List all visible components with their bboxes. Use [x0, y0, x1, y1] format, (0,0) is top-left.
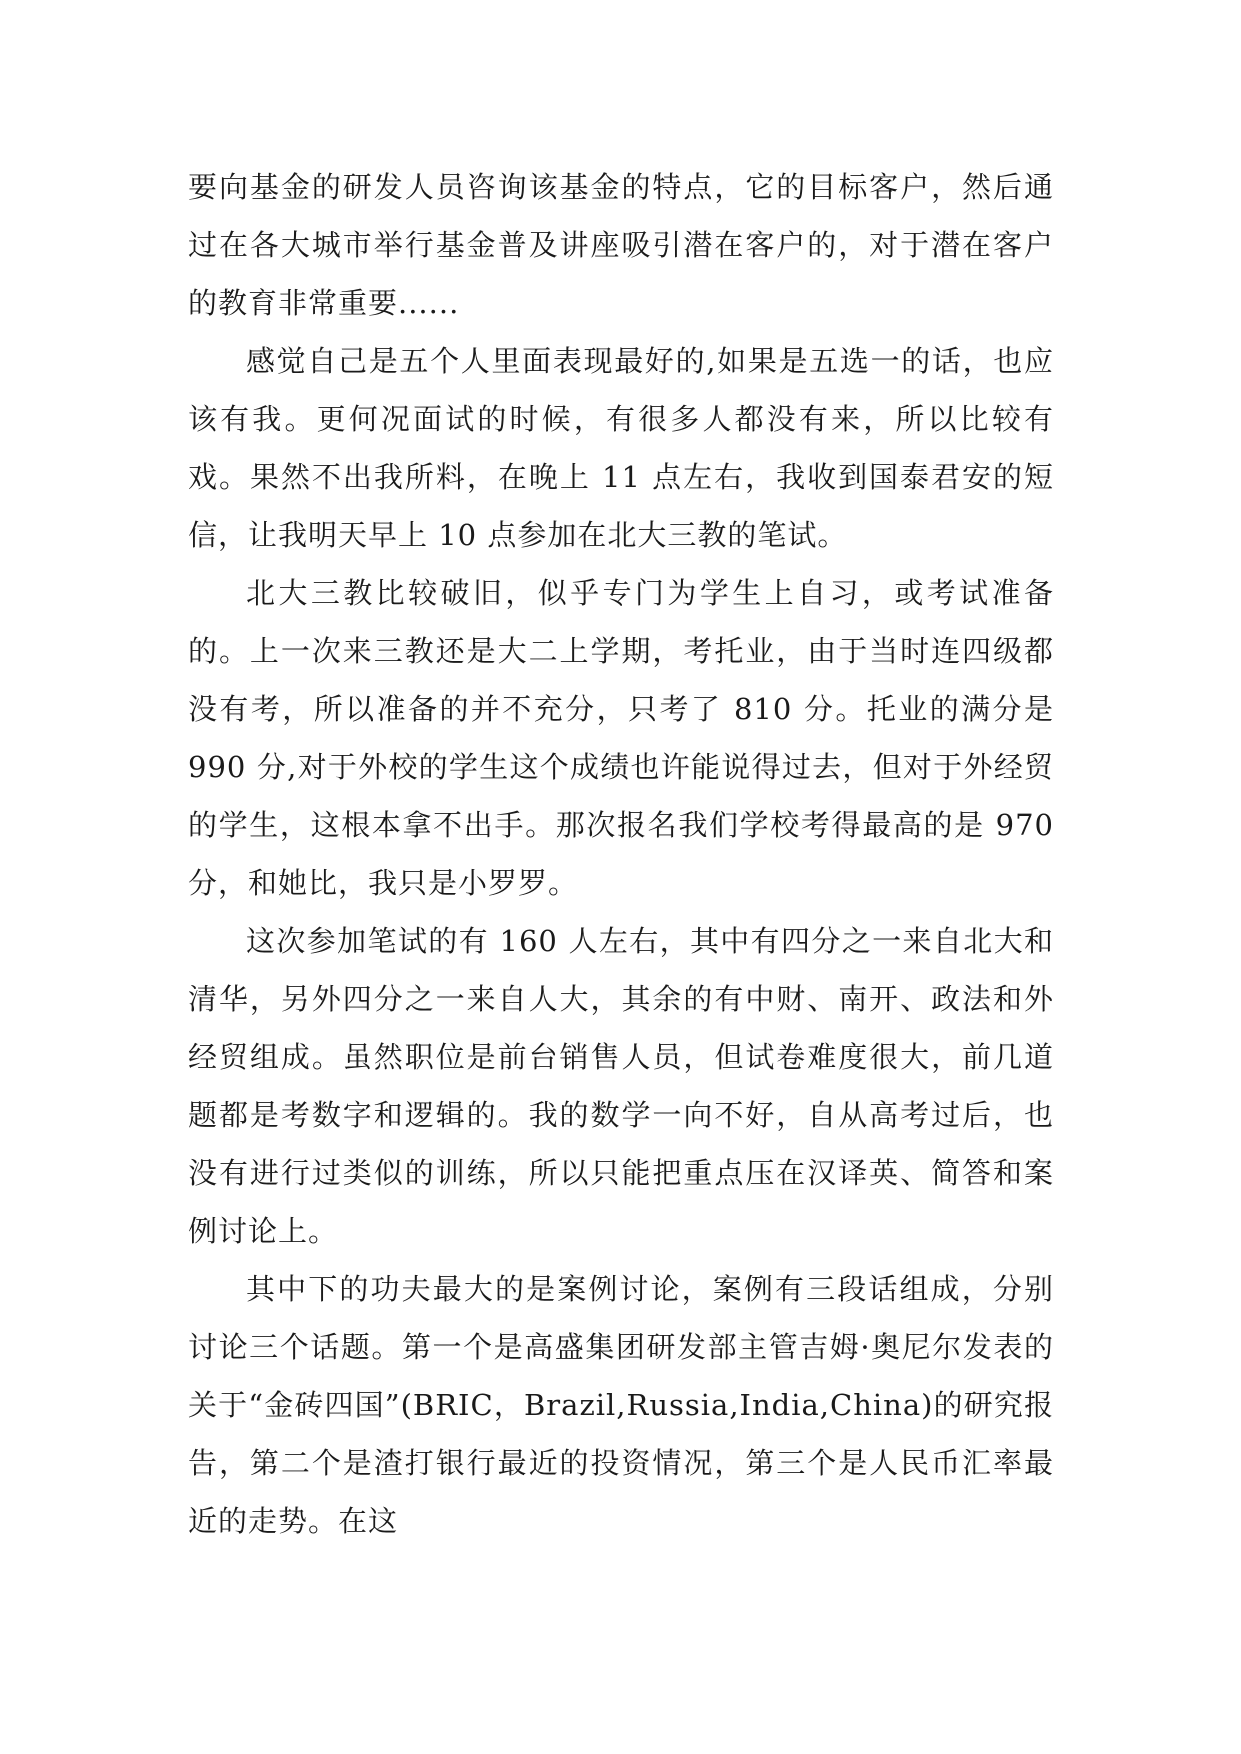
paragraph-2: 感觉自己是五个人里面表现最好的,如果是五选一的话，也应该有我。更何况面试的时候，有很多人都没有来，所以比较有戏。果然不出我所料，在晚上 11 点左右，我收到国泰君安的短信，让我明天早上 10 点参加在北大三教的笔试。 [188, 344, 1054, 552]
paragraph-4: 这次参加笔试的有 160 人左右，其中有四分之一来自北大和清华，另外四分之一来自人大，其余的有中财、南开、政法和外经贸组成。虽然职位是前台销售人员，但试卷难度很大，前几道题都是考数字和逻辑的。我的数学一向不好，自从高考过后，也没有进行过类似的训练，所以只能把重点压在汉译英、简答和案例讨论上。 [188, 924, 1054, 1248]
document-body [188, 158, 1054, 1550]
paragraph-5: 其中下的功夫最大的是案例讨论，案例有三段话组成，分别讨论三个话题。第一个是高盛集团研发部主管吉姆·奥尼尔发表的关于“金砖四国”(BRIC，Brazil,Russia,India,China)的研究报告，第二个是渣打银行最近的投资情况，第三个是人民币汇率最近的走势。在这 [188, 1272, 1054, 1538]
paragraph-1: 要向基金的研发人员咨询该基金的特点，它的目标客户，然后通过在各大城市举行基金普及讲座吸引潜在客户的，对于潜在客户的教育非常重要...... [188, 170, 1054, 320]
paragraph-3: 北大三教比较破旧，似乎专门为学生上自习，或考试准备的。上一次来三教还是大二上学期，考托业，由于当时连四级都没有考，所以准备的并不充分，只考了 810 分。托业的满分是 990 分,对于外校的学生这个成绩也许能说得过去，但对于外经贸的学生，这根本拿不出手。那次报名我们学校考得最高的是 970 分，和她比，我只是小罗罗。 [188, 576, 1054, 900]
